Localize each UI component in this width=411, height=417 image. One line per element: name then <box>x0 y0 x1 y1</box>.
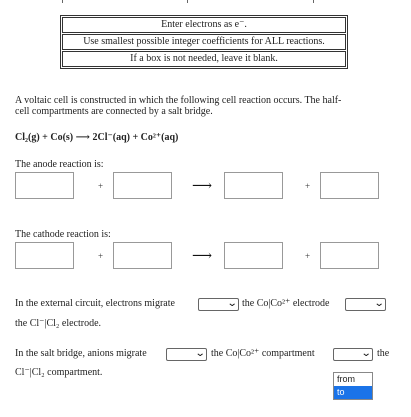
cell-reaction: Cl₂(g) + Co(s) ⟶ 2Cl⁻(aq) + Co²⁺(aq) <box>15 132 179 143</box>
cathode-product-2-box[interactable] <box>320 242 379 269</box>
anode-label: The anode reaction is: <box>15 159 104 170</box>
anode-product-2-box[interactable] <box>320 172 379 199</box>
anode-plus-1: + <box>98 181 104 191</box>
salt-bridge-prefix: In the salt bridge, anions migrate <box>15 348 147 359</box>
cathode-product-1-box[interactable] <box>224 242 283 269</box>
instructions-table <box>60 15 348 69</box>
chevron-down-icon: ⌄ <box>360 348 372 359</box>
anode-arrow-icon: ⟶ <box>192 179 213 194</box>
intro-line-2: cell compartments are connected by a salt bridge. <box>15 106 213 117</box>
instruction-coefficients: Use smallest possible integer coefficients for ALL reactions. <box>62 34 346 50</box>
dropdown-option-from[interactable]: from <box>337 374 355 384</box>
cathode-reactant-1-box[interactable] <box>15 242 74 269</box>
top-tick <box>313 0 314 3</box>
top-tick <box>187 0 188 3</box>
salt-bridge-direction-select-1[interactable] <box>166 348 207 361</box>
anode-plus-2: + <box>305 181 311 191</box>
top-tick <box>62 0 63 3</box>
instruction-electrons: Enter electrons as e⁻. <box>62 17 346 33</box>
cathode-reactant-2-box[interactable] <box>113 242 172 269</box>
anode-reactant-2-box[interactable] <box>113 172 172 199</box>
circuit-line-2: the Cl⁻|Cl₂ electrode. <box>15 318 102 329</box>
salt-bridge-middle: the Co|Co²⁺ compartment <box>211 348 315 359</box>
cathode-label: The cathode reaction is: <box>15 229 111 240</box>
cathode-plus-1: + <box>98 251 104 261</box>
salt-bridge-suffix: the <box>377 348 390 359</box>
cathode-arrow-icon: ⟶ <box>192 249 213 264</box>
anode-product-1-box[interactable] <box>224 172 283 199</box>
circuit-middle: the Co|Co²⁺ electrode <box>242 298 330 309</box>
chevron-down-icon: ⌄ <box>373 298 385 309</box>
circuit-direction-select-1[interactable] <box>198 298 239 311</box>
dropdown-option-to[interactable]: to <box>334 386 372 399</box>
instruction-blank-box: If a box is not needed, leave it blank. <box>62 51 346 67</box>
salt-bridge-line-2: Cl⁻|Cl₂ compartment. <box>15 367 103 378</box>
top-border <box>0 0 411 3</box>
circuit-prefix: In the external circuit, electrons migrate <box>15 298 175 309</box>
salt-bridge-dropdown-list[interactable] <box>333 372 373 400</box>
circuit-direction-select-2[interactable] <box>345 298 386 311</box>
intro-line-1: A voltaic cell is constructed in which the following cell reaction occurs. The half- <box>15 95 342 106</box>
chevron-down-icon: ⌄ <box>194 348 206 359</box>
salt-bridge-direction-select-2[interactable] <box>333 348 373 361</box>
anode-reactant-1-box[interactable] <box>15 172 74 199</box>
cathode-plus-2: + <box>305 251 311 261</box>
chevron-down-icon: ⌄ <box>226 298 238 309</box>
